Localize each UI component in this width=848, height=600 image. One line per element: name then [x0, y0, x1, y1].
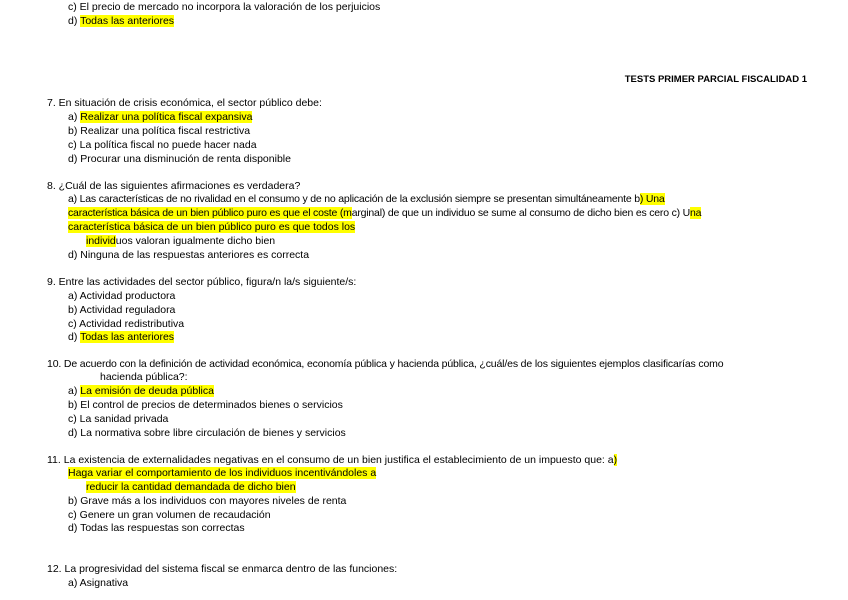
option-prefix: d) [68, 331, 81, 343]
document-header: TESTS PRIMER PARCIAL FISCALIDAD 1 [624, 74, 807, 85]
option-prefix: a) [68, 111, 81, 123]
q10-option-d: d) La normativa sobre libre circulación de bienes y servicios [68, 427, 346, 439]
highlighted-answer: individ [86, 235, 116, 247]
answer-text: arginal) de que un individuo se sume al consumo de dicho bien es cero c) U [351, 207, 691, 219]
q8-question: 8. ¿Cuál de las siguientes afirmaciones es verdadera? [47, 180, 301, 192]
q11-question [47, 454, 617, 467]
highlighted-answer: Realizar una política fiscal expansiva [80, 111, 253, 123]
q8-option-d: d) Ninguna de las respuestas anteriores es correcta [68, 249, 310, 261]
q10-option-a [68, 385, 214, 398]
q9-option-b: b) Actividad reguladora [68, 304, 176, 316]
answer-text: uos valoran igualmente dicho bien [115, 235, 276, 247]
highlighted-answer: Todas las anteriores [80, 331, 175, 343]
option-prefix: d) [68, 15, 81, 27]
q7-option-b: b) Realizar una política fiscal restrictiva [68, 125, 251, 137]
q11-option-b: b) Grave más a los individuos con mayores niveles de renta [68, 495, 347, 507]
q9-option-c: c) Actividad redistributiva [68, 318, 185, 330]
q7-option-a [68, 111, 252, 124]
q7-option-d: d) Procurar una disminución de renta disponible [68, 153, 291, 165]
highlighted-answer: ) [613, 454, 618, 466]
q12-question: 12. La progresividad del sistema fiscal se enmarca dentro de las funciones: [47, 563, 398, 575]
q10-question-cont: hacienda pública?: [100, 371, 188, 383]
q9-option-d [68, 331, 174, 344]
q10-option-b: b) El control de precios de determinados bienes o servicios [68, 399, 343, 411]
option-prefix: a) [68, 385, 81, 397]
q10-option-c: c) La sanidad privada [68, 413, 169, 425]
q11-option-c: c) Genere un gran volumen de recaudación [68, 509, 271, 521]
q8-option-a-line1 [68, 193, 665, 206]
highlighted-answer: Haga variar el comportamiento de los individuos incentivándoles a [68, 467, 377, 479]
q11-option-a-line2 [86, 481, 296, 494]
q7-question: 7. En situación de crisis económica, el sector público debe: [47, 97, 322, 109]
q11-option-d: d) Todas las respuestas son correctas [68, 522, 245, 534]
highlighted-answer: La emisión de deuda pública [80, 385, 214, 397]
highlighted-answer: característica básica de un bien público puro es que todos los [68, 221, 356, 233]
question-text: 11. La existencia de externalidades negativas en el consumo de un bien justifica el establecimiento de un impuesto que: a [47, 454, 614, 466]
highlighted-answer: reducir la cantidad demandada de dicho bien [86, 481, 296, 493]
q7-option-c: c) La política fiscal no puede hacer nada [68, 139, 257, 151]
q8-option-c-line [68, 221, 355, 234]
answer-text: a) Las características de no rivalidad en el consumo y de no aplicación de la exclusión siempre se presentan simultáneamente b [68, 193, 640, 205]
q8-option-c-cont [86, 235, 275, 248]
highlighted-answer: na [690, 207, 702, 219]
q9-question: 9. Entre las actividades del sector público, figura/n la/s siguiente/s: [47, 276, 357, 288]
q8-option-b-line [68, 207, 701, 220]
highlighted-answer: ) Una [639, 193, 665, 205]
highlighted-answer: característica básica de un bien público puro es que el coste (m [68, 207, 352, 219]
top-option-d [68, 15, 174, 28]
highlighted-answer: Todas las anteriores [80, 15, 175, 27]
top-option-c: c) El precio de mercado no incorpora la valoración de los perjuicios [68, 1, 381, 13]
q10-question: 10. De acuerdo con la definición de actividad económica, economía pública y hacienda pública, ¿cuál/es de los siguientes ejemplos clasificarías como [47, 358, 724, 370]
q12-option-a: a) Asignativa [68, 577, 129, 589]
q9-option-a: a) Actividad productora [68, 290, 176, 302]
q11-option-a-line1 [68, 467, 376, 480]
